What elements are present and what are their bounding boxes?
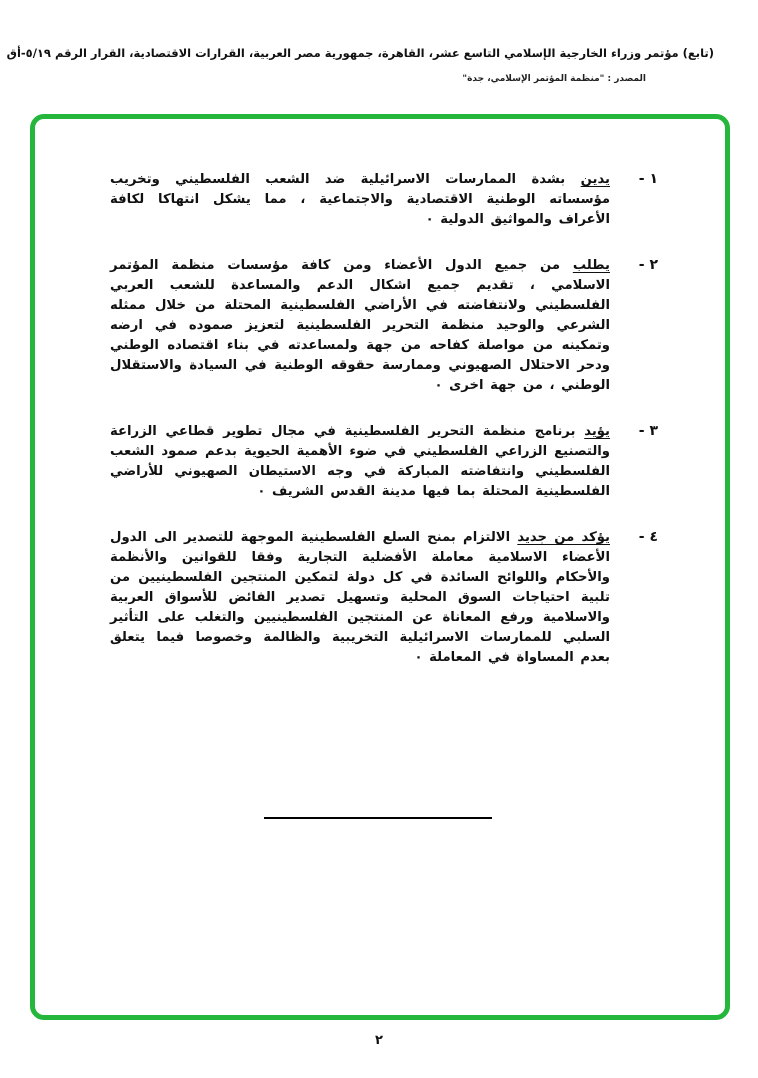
item-number: ٢ - (638, 257, 658, 273)
item-body-text: الالتزام بمنح السلع الفلسطينية الموجهة للتصدير الى الدول الأعضاء الاسلامية معاملة الأفضلية التجارية وفقا للقوانين والأنظمة والأحكام واللوائح السائدة في كل دولة لتمكين المنتجين الفلسطينيين من تلبية احتياجات السوق المحلية وتسهيل تصدير الفائض للأسواق العربية والاسلامية ورفع المعاناة عن المنتجين الفلسطينيين والتغلب على التأثير السلبي للممارسات الاسرائيلية التخريبية والظالمة وخصوصا فيما يتعلق بعدم المساواة في المعاملة ٠ (110, 530, 610, 665)
document-header: (تابع) مؤتمر وزراء الخارجية الإسلامي التاسع عشر، القاهرة، جمهورية مصر العربية، القرارات الاقتصادية، القرار الرقم ٥/١٩-أق (6, 46, 714, 60)
item-text (110, 528, 610, 668)
resolution-list (110, 170, 658, 694)
item-number: ٣ - (638, 423, 658, 439)
item-text (110, 170, 610, 230)
item-body-text: برنامج منظمة التحرير الفلسطينية في مجال تطوير قطاعي الزراعة والتصنيع الزراعي الفلسطيني في ضوء الأهمية الحيوية بدعم صمود الشعب الفلسطيني وانتفاضته المباركة في وجه الاستيطان الصهيوني للأراضي الفلسطينية المحتلة بما فيها مدينة القدس الشريف ٠ (110, 424, 610, 499)
page-number: ٢ (375, 1033, 383, 1048)
item-lead-word: يؤيد (584, 424, 611, 439)
item-body-text: من جميع الدول الأعضاء ومن كافة مؤسسات منظمة المؤتمر الاسلامي ، تقديم جميع اشكال الدعم والمساعدة للشعب العربي الفلسطيني ولانتفاضته في الأراضي الفلسطينية المحتلة من خلال ممثله الشرعي والوحيد منظمة التحرير الفلسطينية لتعزيز صموده في ارضه وتمكينه من مواصلة كفاحه من جهة ولمساعدته في بناء اقتصاده الوطني ودحر الاحتلال الصهيوني وممارسة حقوقه الوطنية في السيادة والاستقلال الوطني ، من جهة اخرى ٠ (110, 258, 610, 393)
item-number: ١ - (638, 171, 658, 187)
list-item (110, 422, 658, 502)
list-item (110, 170, 658, 230)
item-text (110, 422, 610, 502)
item-lead-word: يطلب (572, 258, 610, 273)
item-lead-word: يؤكد من جديد (517, 530, 610, 545)
item-body-text: بشدة الممارسات الاسرائيلية ضد الشعب الفلسطيني وتخريب مؤسساته الوطنية الاقتصادية والاجتماعية ، مما يشكل انتهاكا لكافة الأعراف والمواثيق الدولية ٠ (110, 172, 610, 227)
item-number: ٤ - (638, 529, 658, 545)
separator-line (264, 817, 492, 819)
item-text (110, 256, 610, 396)
list-item (110, 528, 658, 668)
source-line: المصدر : "منظمة المؤتمر الإسلامي، جدة" (462, 74, 646, 84)
list-item (110, 256, 658, 396)
item-lead-word: يدين (580, 172, 611, 187)
